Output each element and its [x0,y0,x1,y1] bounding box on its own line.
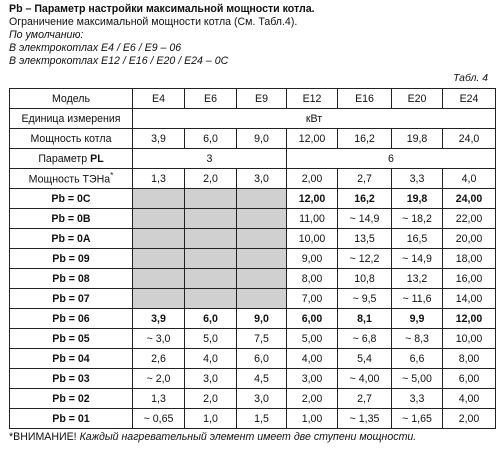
pb-label: Pb = 09 [10,249,133,269]
pb-value-cell: 4,0 [185,349,237,369]
unit-row [10,109,496,129]
unavailable-cell [185,269,237,289]
doc-description: Ограничение максимальной мощности котла (См. Табл.4). [9,16,298,28]
pb-value-cell: 9,0 [237,309,287,329]
power-table [9,88,496,429]
unit-label: Единица измерения [10,109,133,129]
pb-value-cell: 8,00 [287,269,338,289]
pb-value-cell: 6,00 [287,309,338,329]
model-cell: E16 [338,89,392,109]
pb-value-cell: 13,2 [392,269,443,289]
element-power-cell: 2,00 [287,169,338,189]
pb-label: Pb = 0A [10,229,133,249]
pb-value-cell: ~ 3,0 [133,329,185,349]
pb-value-cell: ~ 8,3 [392,329,443,349]
default-large-models: В электрокотлах E12 / E16 / E20 / E24 – 0C [9,55,229,67]
doc-title: Pb – Параметр настройки максимальной мощности котла. [9,3,315,15]
element-power-cell: 1,3 [133,169,185,189]
pb-value-cell: 3,3 [392,389,443,409]
pb-value-cell: 4,00 [287,349,338,369]
pb-value-cell: 1,00 [287,409,338,429]
pb-row [10,229,496,249]
pl-value: 6 [287,149,496,169]
pb-value-cell: 16,2 [338,189,392,209]
power-cell: 24,0 [443,129,496,149]
default-small-models: В электрокотлах E4 / E6 / E9 – 06 [9,42,182,54]
element-power-cell: 2,7 [338,169,392,189]
power-cell: 12,00 [287,129,338,149]
pb-value-cell: 19,8 [392,189,443,209]
pb-value-cell: 2,00 [287,389,338,409]
pb-value-cell: 6,0 [185,309,237,329]
pb-value-cell: ~ 0,65 [133,409,185,429]
footnote-mark: * [9,431,14,443]
boiler-power-row [10,129,496,149]
pb-value-cell: 9,00 [287,249,338,269]
power-cell: 16,2 [338,129,392,149]
pb-row [10,369,496,389]
pb-value-cell: ~ 5,00 [392,369,443,389]
pb-value-cell: 3,9 [133,309,185,329]
pb-value-cell: ~ 18,2 [392,209,443,229]
pb-label: Pb = 0C [10,189,133,209]
model-cell: E12 [287,89,338,109]
unavailable-cell [133,249,185,269]
pb-value-cell: 6,6 [392,349,443,369]
element-power-row [10,169,496,189]
pb-value-cell: ~ 1,35 [338,409,392,429]
pb-value-cell: 12,00 [287,189,338,209]
pb-value-cell: 2,7 [338,389,392,409]
model-cell: E9 [237,89,287,109]
pb-row [10,269,496,289]
default-label: По умолчанию: [9,29,84,41]
pb-value-cell: ~ 9,5 [338,289,392,309]
pb-value-cell: 20,00 [443,229,496,249]
unavailable-cell [133,229,185,249]
pb-value-cell: 6,0 [237,349,287,369]
model-cell: E24 [443,89,496,109]
pb-value-cell: 7,00 [287,289,338,309]
pb-label: Pb = 07 [10,289,133,309]
unavailable-cell [133,189,185,209]
unavailable-cell [237,209,287,229]
unavailable-cell [185,289,237,309]
model-cell: E4 [133,89,185,109]
power-cell: 19,8 [392,129,443,149]
pb-label: Pb = 02 [10,389,133,409]
pb-value-cell: 8,00 [443,349,496,369]
pb-value-cell: ~ 2,0 [133,369,185,389]
model-row [10,89,496,109]
pb-value-cell: 4,5 [237,369,287,389]
footnote-mark: * [110,171,114,181]
pb-row [10,289,496,309]
pb-row [10,249,496,269]
unavailable-cell [133,209,185,229]
unavailable-cell [185,229,237,249]
document-header [9,3,315,68]
pb-value-cell: 5,0 [185,329,237,349]
unavailable-cell [133,289,185,309]
pb-value-cell: 10,00 [443,329,496,349]
boiler-power-label: Мощность котла [10,129,133,149]
unavailable-cell [133,269,185,289]
unavailable-cell [237,289,287,309]
pb-value-cell: 16,00 [443,269,496,289]
pb-value-cell: 14,00 [443,289,496,309]
pb-value-cell: ~ 14,9 [392,249,443,269]
pl-label-text: Параметр [38,152,91,165]
pl-label [10,149,133,169]
pb-value-cell: 1,5 [237,409,287,429]
power-cell: 3,9 [133,129,185,149]
pb-value-cell: 13,5 [338,229,392,249]
unavailable-cell [237,249,287,269]
pb-value-cell: 18,00 [443,249,496,269]
pb-row [10,189,496,209]
unavailable-cell [237,229,287,249]
pb-label: Pb = 0B [10,209,133,229]
footnote [9,431,416,443]
unavailable-cell [185,249,237,269]
pl-row [10,149,496,169]
pb-value-cell: 11,00 [287,209,338,229]
pb-label: Pb = 04 [10,349,133,369]
pb-value-cell: 24,00 [443,189,496,209]
element-power-cell: 2,0 [185,169,237,189]
pb-value-cell: ~ 6,8 [338,329,392,349]
footnote-text: Каждый нагревательный элемент имеет две ступени мощности. [76,431,417,443]
pb-value-cell: 10,00 [287,229,338,249]
element-power-cell: 3,3 [392,169,443,189]
pb-value-cell: ~ 12,2 [338,249,392,269]
pb-row [10,349,496,369]
pb-row [10,409,496,429]
pb-value-cell: ~ 4,00 [338,369,392,389]
pb-value-cell: 6,00 [443,369,496,389]
pb-value-cell: 1,3 [133,389,185,409]
unavailable-cell [237,189,287,209]
pb-value-cell: 2,6 [133,349,185,369]
pb-value-cell: ~ 1,65 [392,409,443,429]
pb-value-cell: 22,00 [443,209,496,229]
pb-row [10,309,496,329]
pb-label: Pb = 05 [10,329,133,349]
pb-value-cell: ~ 11,6 [392,289,443,309]
pb-value-cell: 12,00 [443,309,496,329]
pb-value-cell: 2,0 [185,389,237,409]
model-cell: E20 [392,89,443,109]
pb-label: Pb = 06 [10,309,133,329]
model-cell: E6 [185,89,237,109]
table-number: Табл. 4 [453,73,488,84]
model-label: Модель [10,89,133,109]
pb-value-cell: 4,00 [443,389,496,409]
element-power-cell: 3,0 [237,169,287,189]
unavailable-cell [185,189,237,209]
pb-value-cell: 10,8 [338,269,392,289]
pb-value-cell: ~ 14,9 [338,209,392,229]
pl-label-code: PL [90,152,104,165]
unit-value: кВт [133,109,496,129]
pb-row [10,389,496,409]
element-power-text: Мощность ТЭНа [28,173,111,186]
pb-row [10,209,496,229]
unavailable-cell [185,209,237,229]
power-cell: 6,0 [185,129,237,149]
footnote-caps: ВНИМАНИЕ! [13,431,77,443]
pb-value-cell: 3,0 [185,369,237,389]
pb-row [10,329,496,349]
element-power-label [10,169,133,189]
pb-value-cell: 2,00 [443,409,496,429]
pb-value-cell: 1,0 [185,409,237,429]
pb-value-cell: 8,1 [338,309,392,329]
unavailable-cell [237,269,287,289]
pb-value-cell: 3,0 [237,389,287,409]
pb-value-cell: 5,00 [287,329,338,349]
pb-label: Pb = 01 [10,409,133,429]
pl-value: 3 [133,149,287,169]
pb-value-cell: 7,5 [237,329,287,349]
pb-value-cell: 16,5 [392,229,443,249]
pb-label: Pb = 03 [10,369,133,389]
element-power-cell: 4,0 [443,169,496,189]
pb-value-cell: 5,4 [338,349,392,369]
pb-value-cell: 9,9 [392,309,443,329]
pb-value-cell: 3,00 [287,369,338,389]
pb-label: Pb = 08 [10,269,133,289]
power-cell: 9,0 [237,129,287,149]
